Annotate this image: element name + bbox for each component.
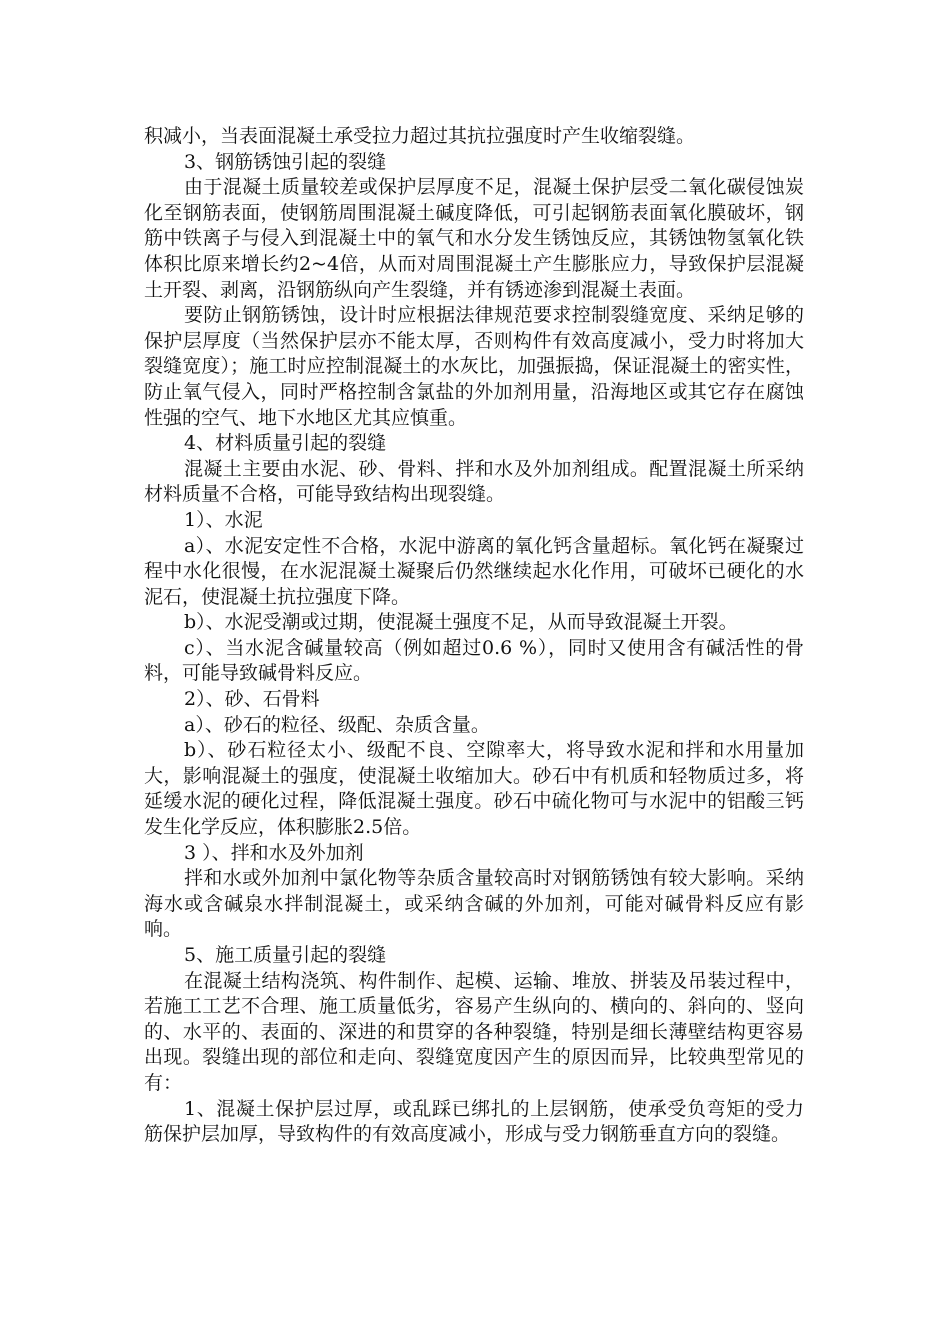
paragraph: 在混凝土结构浇筑、构件制作、起模、运输、堆放、拼装及吊装过程中，若施工工艺不合理、施工质量低劣，容易产生纵向的、横向的、斜向的、竖向的、水平的、表面的、深进的和贯穿的各种裂缝，特别是细长薄壁结构更容易出现。裂缝出现的部位和走向、裂缝宽度因产生的原因而异，比较典型常见的有： xyxy=(144,969,804,1094)
section-heading: 5、施工质量引起的裂缝 xyxy=(184,944,387,966)
subsection-heading: 3 ）、拌和水及外加剂 xyxy=(184,841,364,864)
list-item: a）、水泥安定性不合格，水泥中游离的氧化钙含量超标。氧化钙在凝聚过程中水化很慢，在水泥混凝土凝聚后仍然继续起水化作用，可破坏已硬化的水泥石，使混凝土抗拉强度下降。 xyxy=(144,534,804,608)
section-heading: 4、材料质量引起的裂缝 xyxy=(184,432,387,455)
list-item: b）、砂石粒径太小、级配不良、空隙率大，将导致水泥和拌和水用量加大，影响混凝土的强度，使混凝土收缩加大。砂石中有机质和轻物质过多，将延缓水泥的硬化过程，降低混凝土强度。砂石中硫化物可与水泥中的铝酸三钙发生化学反应，体积膨胀2.5倍。 xyxy=(144,739,804,839)
document-body xyxy=(144,124,804,1148)
list-item: c）、当水泥含碱量较高（例如超过0.6 %），同时又使用含有碱活性的骨料，可能导致碱骨料反应。 xyxy=(144,636,804,685)
subsection-heading: 2）、砂、石骨料 xyxy=(184,688,320,711)
list-item: 1、混凝土保护层过厚，或乱踩已绑扎的上层钢筋，使承受负弯矩的受力筋保护层加厚，导致构件的有效高度减小，形成与受力钢筋垂直方向的裂缝。 xyxy=(144,1097,804,1146)
paragraph: 要防止钢筋锈蚀，设计时应根据法律规范要求控制裂缝宽度、采纳足够的保护层厚度（当然保护层亦不能太厚，否则构件有效高度减小，受力时将加大裂缝宽度）；施工时应控制混凝土的水灰比，加强振捣，保证混凝土的密实性，防止氧气侵入，同时严格控制含氯盐的外加剂用量，沿海地区或其它存在腐蚀性强的空气、地下水地区尤其应慎重。 xyxy=(144,304,804,429)
paragraph: 拌和水或外加剂中氯化物等杂质含量较高时对钢筋锈蚀有较大影响。采纳海水或含碱泉水拌制混凝土，或采纳含碱的外加剂，可能对碱骨料反应有影响。 xyxy=(144,867,804,941)
paragraph: 由于混凝土质量较差或保护层厚度不足，混凝土保护层受二氧化碳侵蚀炭化至钢筋表面，使钢筋周围混凝土碱度降低，可引起钢筋表面氧化膜破坏，钢筋中铁离子与侵入到混凝土中的氧气和水分发生锈蚀反应，其锈蚀物氢氧化铁体积比原来增长约2~4倍，从而对周围混凝土产生膨胀应力，导致保护层混凝土开裂、剥离，沿钢筋纵向产生裂缝，并有锈迹渗到混凝土表面。 xyxy=(144,176,804,301)
section-heading: 3、钢筋锈蚀引起的裂缝 xyxy=(184,150,387,173)
paragraph: 混凝土主要由水泥、砂、骨料、拌和水及外加剂组成。配置混凝土所采纳材料质量不合格，可能导致结构出现裂缝。 xyxy=(144,457,804,506)
list-item: b）、水泥受潮或过期，使混凝土强度不足，从而导致混凝土开裂。 xyxy=(184,611,738,634)
subsection-heading: 1）、水泥 xyxy=(184,508,263,531)
list-item: a）、砂石的粒径、级配、杂质含量。 xyxy=(184,713,490,736)
paragraph: 积减小，当表面混凝土承受拉力超过其抗拉强度时产生收缩裂缝。 xyxy=(144,125,696,147)
